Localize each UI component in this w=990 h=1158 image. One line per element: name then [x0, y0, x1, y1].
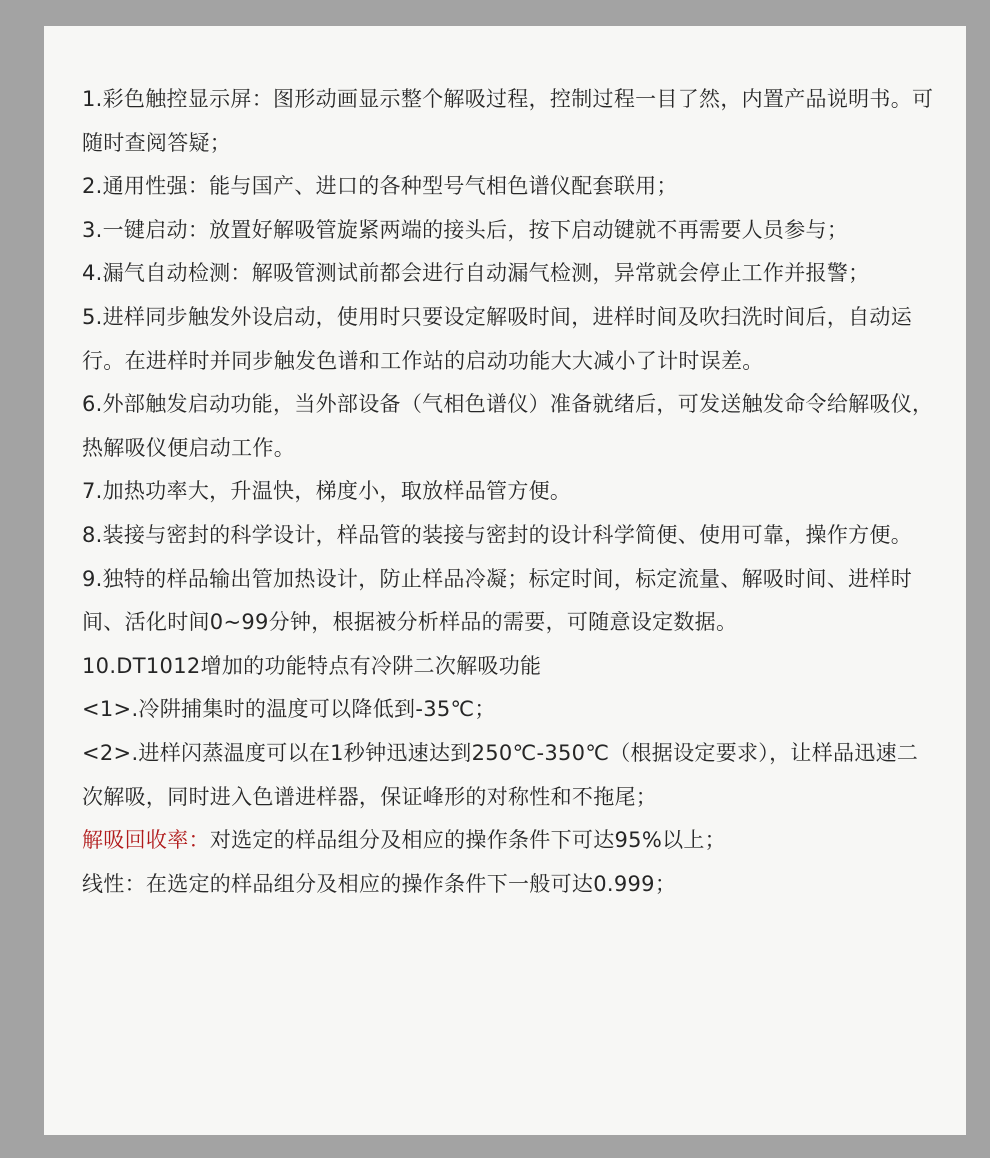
recovery-rate-label: 解吸回收率： [82, 828, 210, 853]
feature-4: 4.漏气自动检测：解吸管测试前都会进行自动漏气检测，异常就会停止工作并报警； [82, 261, 870, 286]
feature-5: 5.进样同步触发外设启动，使用时只要设定解吸时间，进样时间及吹扫洗时间后，自动运行。在进样时并同步触发色谱和工作站的启动功能大大减小了计时误差。 [82, 304, 913, 373]
feature-2: 2.通用性强：能与国产、进口的各种型号气相色谱仪配套联用； [82, 174, 678, 199]
feature-8: 8.装接与密封的科学设计，样品管的装接与密封的设计科学简便、使用可靠，操作方便。 [82, 522, 913, 547]
feature-3: 3.一键启动：放置好解吸管旋紧两端的接头后，按下启动键就不再需要人员参与； [82, 217, 849, 242]
feature-10-sub-1: <1>.冷阱捕集时的温度可以降低到-35℃； [82, 697, 496, 722]
linearity: 线性：在选定的样品组分及相应的操作条件下一般可达0.999； [82, 871, 677, 896]
feature-6: 6.外部触发启动功能，当外部设备（气相色谱仪）准备就绪后，可发送触发命令给解吸仪，热解吸仪便启动工作。 [82, 392, 934, 460]
feature-9: 9.独特的样品输出管加热设计，防止样品冷凝；标定时间，标定流量、解吸时间、进样时间、活化时间0~99分钟，根据被分析样品的需要，可随意设定数据。 [82, 566, 913, 635]
recovery-rate-text: 对选定的样品组分及相应的操作条件下可达95%以上； [209, 828, 726, 853]
feature-7: 7.加热功率大，升温快，梯度小，取放样品管方便。 [82, 479, 572, 504]
feature-1: 1.彩色触控显示屏：图形动画显示整个解吸过程，控制过程一目了然，内置产品说明书。可随时查阅答疑； [82, 87, 934, 155]
feature-10-sub-2: <2>.进样闪蒸温度可以在1秒钟迅速达到250℃-350℃（根据设定要求），让样品迅速二次解吸，同时进入色谱进样器，保证峰形的对称性和不拖尾； [82, 740, 919, 809]
recovery-rate [82, 819, 936, 863]
content-panel [44, 26, 966, 1135]
feature-10: 10.DT1012增加的功能特点有冷阱二次解吸功能 [82, 653, 542, 678]
